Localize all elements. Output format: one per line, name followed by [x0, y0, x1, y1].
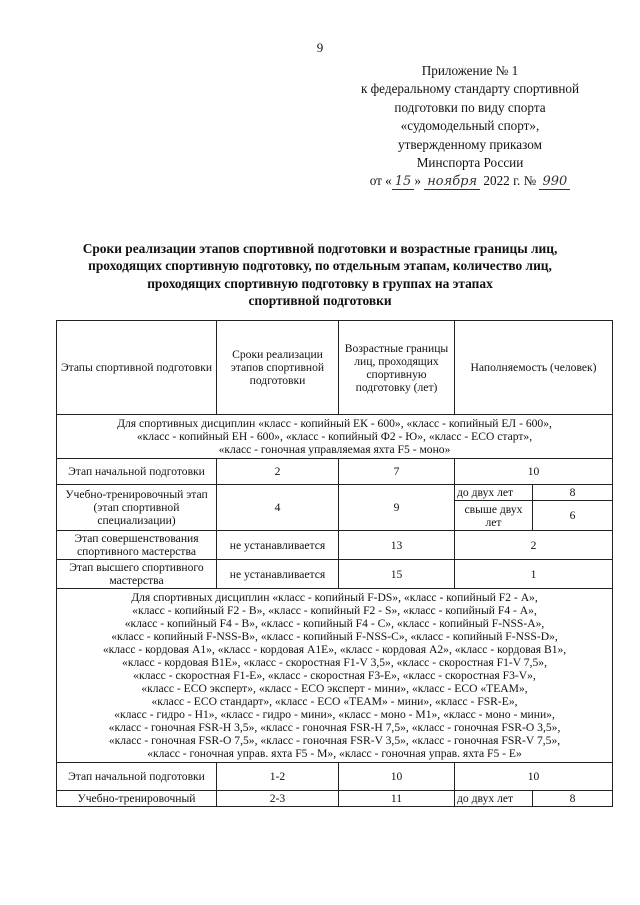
table-row — [57, 763, 613, 791]
discipline-line: «класс - копийный F2 - В», «класс - копийный F2 - S», «класс - копийный F4 - А», — [132, 604, 537, 617]
header-count: Наполняемость (человек) — [455, 321, 613, 415]
sub-label-cell: до двух лет — [455, 485, 533, 501]
count-cell: 10 — [455, 763, 613, 791]
sub-label-cell: свыше двух лет — [455, 501, 533, 531]
sub-value-cell: 8 — [533, 791, 613, 807]
date-mid: » — [414, 173, 421, 189]
term-cell: 2 — [217, 459, 339, 485]
date-prefix: от « — [369, 173, 392, 189]
discipline-line: «класс - кордовая В1Е», «класс - скоростная F1-V 3,5», «класс - скоростная F1-V 7,5», — [122, 656, 547, 669]
discipline-line: «класс - гоночная FSR-H 3,5», «класс - гоночная FSR-H 7,5», «класс - гоночная FSR-O 3,5», — [108, 721, 561, 734]
appendix-line: утвержденному приказом — [398, 136, 542, 152]
discipline-line: «класс - гоночная управ. яхта F5 - М», «класс - гоночная управ. яхта F5 - Е» — [147, 747, 522, 760]
term-cell: не устанавливается — [217, 560, 339, 589]
count-cell: 2 — [455, 531, 613, 560]
age-cell: 15 — [339, 560, 455, 589]
discipline-line: Для спортивных дисциплин «класс - копийный ЕК - 600», «класс - копийный ЕЛ - 600», — [117, 417, 552, 430]
sub-value-cell: 6 — [533, 501, 613, 531]
age-cell: 13 — [339, 531, 455, 560]
age-cell: 7 — [339, 459, 455, 485]
table-row — [57, 485, 613, 501]
title-line: проходящих спортивную подготовку, по отдельным этапам, количество лиц, — [88, 258, 552, 274]
stage-cell: Этап высшего спортивного мастерства — [57, 560, 217, 589]
discipline-line: Для спортивных дисциплин «класс - копийный F-DS», «класс - копийный F2 - А», — [131, 591, 538, 604]
term-cell: 1-2 — [217, 763, 339, 791]
appendix-line: Приложение № 1 — [421, 63, 519, 78]
appendix-line: подготовки по виду спорта — [394, 99, 546, 115]
order-number-handwritten: 990 — [539, 174, 570, 190]
discipline-line: «класс - кордовая А1», «класс - кордовая А1Е», «класс - кордовая А2», «класс - кордовая В1», — [102, 643, 567, 656]
discipline-line: «класс - ECO стандарт», «класс - ECO «TEAM» - мини», «класс - FSR-E», — [151, 695, 518, 708]
discipline-line: «класс - скоростная F1-Е», «класс - скоростная F3-Е», «класс - скоростная F3-V», — [133, 669, 536, 682]
date-year: 2022 г. № — [483, 173, 537, 189]
header-ages: Возрастные границы лиц, проходящих спортивную подготовку (лет) — [339, 321, 455, 415]
discipline-line: «класс - копийный F4 - В», «класс - копийный F4 - С», «класс - копийный F-NSS-A», — [124, 617, 545, 630]
table-row — [57, 459, 613, 485]
appendix-line: Минспорта России — [416, 155, 524, 171]
discipline-line: «класс - гоночная FSR-O 7,5», «класс - гоночная FSR-V 3,5», «класс - гоночная FSR-V 7,5», — [108, 734, 561, 747]
count-cell: 10 — [455, 459, 613, 485]
sub-value-cell: 8 — [533, 485, 613, 501]
stages-table — [56, 320, 613, 807]
discipline-line: «класс - копийный F-NSS-B», «класс - копийный F-NSS-C», «класс - копийный F-NSS-D», — [111, 630, 558, 643]
discipline-line: «класс - копийный ЕН - 600», «класс - копийный Ф2 - Ю», «класс - ECO старт», — [136, 430, 533, 443]
header-terms: Сроки реализации этапов спортивной подготовки — [217, 321, 339, 415]
stage-cell: Этап начальной подготовки — [57, 763, 217, 791]
appendix-header — [330, 62, 610, 192]
stage-cell: Этап совершенствования спортивного мастерства — [57, 531, 217, 560]
discipline-line: «класс - ECO эксперт», «класс - ECO эксперт - мини», «класс - ECO «TEAM», — [141, 682, 528, 695]
date-month-handwritten: ноября — [424, 174, 480, 190]
block1-disciplines — [57, 415, 613, 459]
order-date-line — [330, 172, 610, 191]
sub-label-cell: до двух лет — [455, 791, 533, 807]
document-title — [40, 240, 600, 310]
age-cell: 11 — [339, 791, 455, 807]
appendix-line: «судомодельный спорт», — [400, 118, 540, 134]
page-number: 9 — [316, 40, 324, 55]
stage-cell: Учебно-тренировочный — [57, 791, 217, 807]
discipline-line: «класс - гоночная управляемая яхта F5 - моно» — [218, 443, 451, 456]
term-cell: 4 — [217, 485, 339, 531]
date-day-handwritten: 15 — [392, 174, 415, 190]
header-stages: Этапы спортивной подготовки — [57, 321, 217, 415]
table-header-row — [57, 321, 613, 415]
term-cell: 2-3 — [217, 791, 339, 807]
title-line: спортивной подготовки — [248, 293, 392, 309]
block2-disciplines — [57, 589, 613, 763]
title-line: Сроки реализации этапов спортивной подготовки и возрастные границы лиц, — [82, 241, 558, 256]
table-row — [57, 531, 613, 560]
stage-cell: Учебно-тренировочный этап (этап спортивной специализации) — [57, 485, 217, 531]
stage-cell: Этап начальной подготовки — [57, 459, 217, 485]
term-cell: не устанавливается — [217, 531, 339, 560]
count-cell: 1 — [455, 560, 613, 589]
title-line: проходящих спортивную подготовку в группах на этапах — [147, 275, 493, 291]
age-cell: 10 — [339, 763, 455, 791]
discipline-line: «класс - гидро - Н1», «класс - гидро - мини», «класс - моно - М1», «класс - моно - мини», — [114, 708, 555, 721]
appendix-line: к федеральному стандарту спортивной — [360, 81, 580, 97]
table-row — [57, 791, 613, 807]
table-row — [57, 560, 613, 589]
age-cell: 9 — [339, 485, 455, 531]
